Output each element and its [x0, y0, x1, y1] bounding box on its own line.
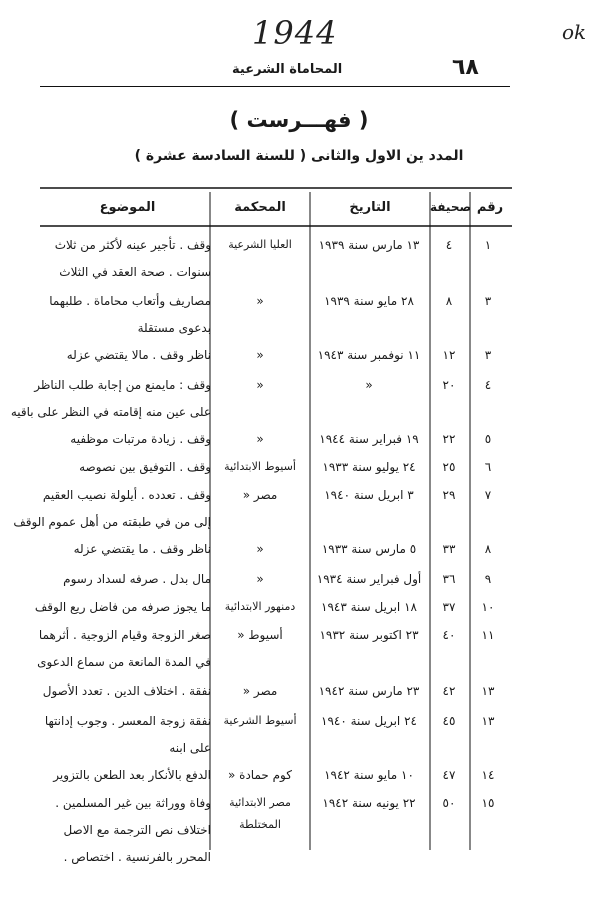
row-subject-line: المحرر بالفرنسية . اختصاص .	[63, 850, 211, 864]
row-court: مصر الابتدائية	[229, 796, 291, 809]
row-number: ١	[484, 238, 492, 252]
row-number: ١٤	[481, 768, 495, 782]
row-subject-line: سنوات . صحة العقد في الثلاث	[59, 265, 211, 279]
row-court: أسيوط «	[237, 628, 283, 642]
row-page: ٣٧	[442, 600, 456, 614]
row-subject-line: وقف . تعدده . أيلولة نصيب العقيم	[42, 488, 211, 502]
row-number: ١٥	[481, 796, 495, 810]
row-subject-line: صغر الزوجة وقيام الزوجية . أثرهما	[38, 628, 211, 642]
row-page: ٤٠	[442, 628, 456, 642]
row-court: أسيوط الابتدائية	[224, 460, 296, 473]
row-court: «	[256, 378, 264, 392]
row-court: «	[256, 542, 264, 556]
row-subject-line: وفاة ووراثة بين غير المسلمين .	[55, 796, 211, 810]
row-subject-line: نفقة . اختلاف الدين . تعدد الأصول	[42, 684, 211, 698]
row-court: مصر «	[242, 684, 278, 698]
row-number: ٦	[484, 460, 492, 474]
row-subject-line: ناظر وقف . مالا يقتضي عزله	[66, 348, 211, 362]
row-page: ١٢	[442, 348, 456, 362]
row-number: ٤	[484, 378, 492, 392]
row-number: ٣	[484, 348, 492, 362]
row-court: مصر «	[242, 488, 278, 502]
row-court: «	[256, 294, 264, 308]
row-subject-line: مصاريف وأتعاب محاماة . طلبهما	[49, 294, 211, 308]
header-rule	[40, 86, 510, 87]
row-subject-line: مال بدل . صرفه لسداد رسوم	[63, 572, 211, 586]
row-number: ١٣	[481, 714, 495, 728]
row-page: ٤٢	[442, 684, 456, 698]
row-subject-line: وقف . تأجير عينه لأكثر من ثلاث	[54, 238, 211, 252]
row-date: ٢٨ مايو سنة ١٩٣٩	[324, 294, 414, 308]
row-page: ٨	[445, 294, 453, 308]
row-court: دمنهور الابتدائية	[224, 600, 296, 613]
row-number: ٣	[484, 294, 492, 308]
row-date: أول فبراير سنة ١٩٣٤	[316, 572, 422, 586]
journal-title: المحاماة الشرعية	[232, 62, 343, 77]
row-court: «	[256, 572, 264, 586]
row-subject-line: وقف : مايمنع من إجابة طلب الناظر	[34, 378, 211, 392]
handwritten-corner-note: ok	[562, 20, 587, 44]
row-number: ١٣	[481, 684, 495, 698]
row-subject-line: على ابنه	[169, 741, 211, 755]
row-date: ١٣ مارس سنة ١٩٣٩	[318, 238, 420, 252]
row-date: «	[365, 378, 373, 392]
row-court: «	[256, 432, 264, 446]
row-subject-line: على عين منه إقامته في النظر على باقيه	[10, 405, 211, 419]
row-subject-line: نفقة زوجة المعسر . وجوب إدانتها	[44, 714, 211, 728]
row-date: ١٨ ابريل سنة ١٩٤٣	[321, 600, 417, 614]
row-court: العليا الشرعية	[228, 238, 292, 251]
row-page: ٢٥	[442, 460, 456, 474]
row-court: «	[256, 348, 264, 362]
row-number: ٩	[484, 572, 492, 586]
row-page: ٤٧	[442, 768, 456, 782]
row-date: ١٠ مايو سنة ١٩٤٢	[324, 768, 414, 782]
row-court: كوم حمادة «	[228, 768, 292, 782]
row-subject-line: وقف . التوفيق بين نصوصه	[79, 460, 211, 474]
page-number: ٦٨	[452, 55, 479, 80]
row-number: ٥	[484, 432, 492, 446]
row-date: ٢٢ يونيه سنة ١٩٤٢	[322, 796, 416, 810]
row-page: ٤٥	[442, 714, 456, 728]
row-date: ١١ نوفمبر سنة ١٩٤٣	[317, 348, 421, 362]
row-date: ٢٤ يوليو سنة ١٩٣٣	[322, 460, 416, 474]
row-court-line2: المختلطة	[239, 818, 281, 831]
handwritten-year: 1944	[252, 14, 338, 52]
index-title: ( فهـــرست )	[229, 108, 369, 132]
row-page: ٢٩	[442, 488, 456, 502]
row-number: ١١	[481, 628, 495, 642]
row-page: ٢٢	[442, 432, 456, 446]
row-date: ٢٤ ابريل سنة ١٩٤٠	[321, 714, 417, 728]
row-page: ٢٠	[442, 378, 456, 392]
row-subject-line: إلى من في طبقته من أهل عموم الوقف	[13, 515, 211, 529]
row-number: ٨	[484, 542, 492, 556]
column-header-date: التاريخ	[349, 200, 391, 215]
row-date: ٣ ابريل سنة ١٩٤٠	[324, 488, 414, 502]
column-header-page: صحيفة	[430, 200, 472, 214]
row-subject-line: اختلاف نص الترجمة مع الاصل	[63, 823, 211, 837]
row-date: ٢٣ مارس سنة ١٩٤٢	[318, 684, 420, 698]
column-header-court: المحكمة	[234, 200, 286, 215]
row-subject-line: الدفع بالأنكار بعد الطعن بالتزوير	[53, 768, 211, 782]
row-subject-line: ما يجوز صرفه من فاضل ريع الوقف	[34, 600, 211, 614]
row-number: ٧	[484, 488, 492, 502]
row-subject-line: وقف . زيادة مرتبات موظفيه	[70, 432, 211, 446]
column-header-subject: الموضوع	[99, 200, 156, 215]
row-page: ٤	[445, 238, 453, 252]
row-subject-line: في المدة المانعة من سماع الدعوى	[37, 655, 211, 669]
row-number: ١٠	[481, 600, 495, 614]
index-subtitle: المدد ين الاول والثانى ( للسنة السادسة عشرة )	[134, 148, 464, 164]
row-page: ٣٣	[442, 542, 456, 556]
row-page: ٣٦	[442, 572, 456, 586]
column-header-number: رقم	[476, 200, 504, 215]
row-date: ٥ مارس سنة ١٩٣٣	[321, 542, 417, 556]
row-subject-line: ناظر وقف . ما يقتضي عزله	[73, 542, 211, 556]
row-court: أسيوط الشرعية	[223, 714, 297, 727]
row-subject-line: بدعوى مستقلة	[137, 321, 211, 335]
row-date: ١٩ فبراير سنة ١٩٤٤	[319, 432, 419, 446]
row-page: ٥٠	[442, 796, 456, 810]
row-date: ٢٣ اكتوبر سنة ١٩٣٢	[319, 628, 419, 642]
